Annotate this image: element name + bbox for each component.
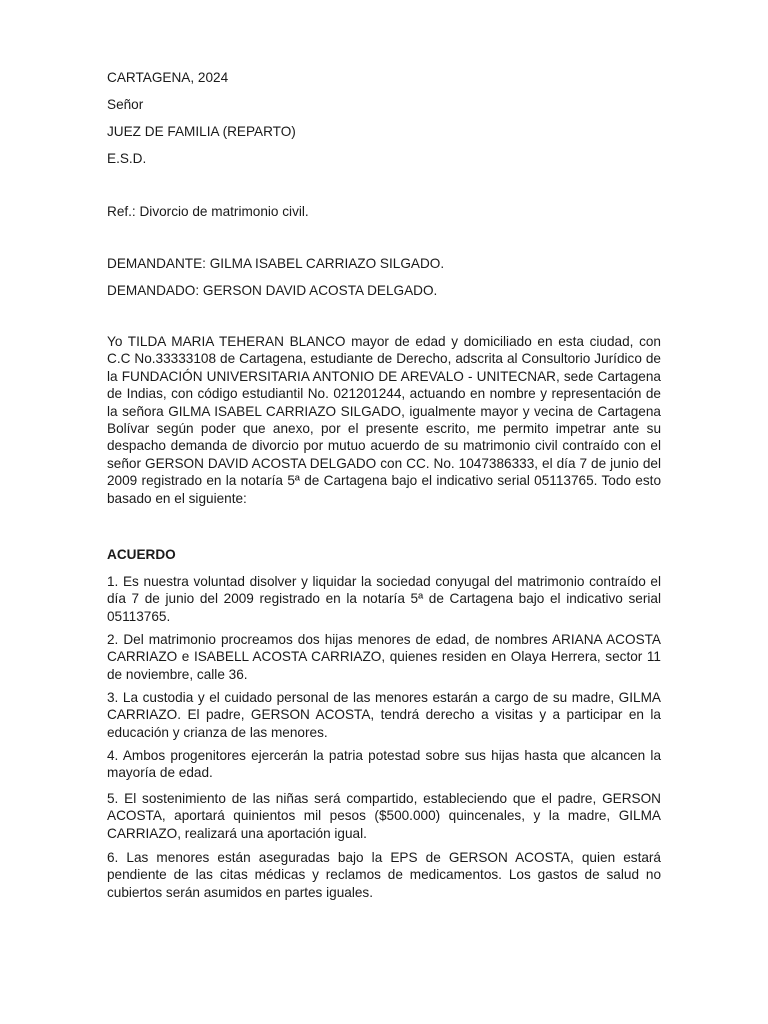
defendant-line: DEMANDADO: GERSON DAVID ACOSTA DELGADO. (107, 283, 438, 298)
agreement-item-4: 4. Ambos progenitores ejercerán la patria potestad sobre sus hijas hasta que alcancen la mayoría de edad. (107, 748, 661, 781)
plaintiff-line: DEMANDANTE: GILMA ISABEL CARRIAZO SILGADO. (107, 256, 445, 271)
addressee: JUEZ DE FAMILIA (REPARTO) (107, 124, 296, 139)
agreement-heading: ACUERDO (107, 547, 176, 562)
place-date: CARTAGENA, 2024 (107, 70, 229, 85)
esd-line: E.S.D. (107, 151, 147, 166)
agreement-item-6: 6. Las menores están aseguradas bajo la EPS de GERSON ACOSTA, quien estará pendiente de las citas médicas y reclamos de medicamentos. Los gastos de salud no cubiertos serán asumidos en partes iguales. (107, 850, 661, 900)
intro-paragraph: Yo TILDA MARIA TEHERAN BLANCO mayor de edad y domiciliado en esta ciudad, con C.C No.33333108 de Cartagena, estudiante de Derecho, adscrita al Consultorio Jurídico de la FUNDACIÓN UNIVERSITARIA ANTONIO DE AREVALO - UNITECNAR, sede Cartagena de Indias, con código estudiantil No. 021201244, actuando en nombre y representación de la señora GILMA ISABEL CARRIAZO SILGADO, igualmente mayor y vecina de Cartagena Bolívar según poder que anexo, por el presente escrito, me permito impetrar ante su despacho demanda de divorcio por mutuo acuerdo de su matrimonio civil contraído con el señor GERSON DAVID ACOSTA DELGADO con CC. No. 1047386333, el día 7 de junio del 2009 registrado en la notaría 5ª de Cartagena bajo el indicativo serial 05113765. Todo esto basado en el siguiente: (107, 334, 661, 506)
agreement-item-1: 1. Es nuestra voluntad disolver y liquidar la sociedad conyugal del matrimonio contraído el día 7 de junio del 2009 registrado en la notaría 5ª de Cartagena bajo el indicativo serial 05113765. (107, 574, 661, 624)
agreement-item-5: 5. El sostenimiento de las niñas será compartido, estableciendo que el padre, GERSON ACOSTA, aportará quinientos mil pesos ($500.000) quincenales, y la madre, GILMA CARRIAZO, realizará una aportación igual. (107, 791, 661, 841)
salutation: Señor (107, 97, 144, 112)
reference-line: Ref.: Divorcio de matrimonio civil. (107, 204, 309, 219)
agreement-item-2: 2. Del matrimonio procreamos dos hijas menores de edad, de nombres ARIANA ACOSTA CARRIAZO e ISABELL ACOSTA CARRIAZO, quienes residen en Olaya Herrera, sector 11 de noviembre, calle 36. (107, 632, 661, 682)
agreement-item-3: 3. La custodia y el cuidado personal de las menores estarán a cargo de su madre, GILMA CARRIAZO. El padre, GERSON ACOSTA, tendrá derecho a visitas y a participar en la educación y crianza de las menores. (107, 690, 661, 740)
